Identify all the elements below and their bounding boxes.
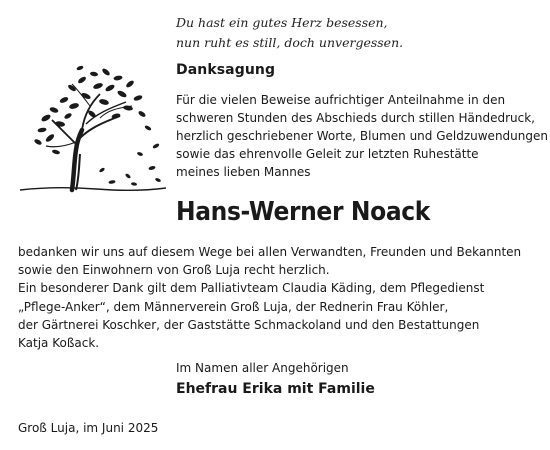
intro-line: schweren Stunden des Abschieds durch stillen Händedruck, — [176, 111, 535, 125]
body-line: der Gärtnerei Koschker, der Gaststätte Schmackoland und den Bestattungen — [18, 317, 480, 332]
thanks-paragraph — [18, 243, 521, 352]
intro-line: meines lieben Mannes — [176, 165, 311, 179]
family-signature: Ehefrau Erika mit Familie — [176, 381, 375, 397]
body-line: Ein besonderer Dank gilt dem Palliativteam Claudia Käding, dem Pflegedienst — [18, 281, 485, 296]
intro-line: Für die vielen Beweise aufrichtiger Anteilnahme in den — [176, 93, 506, 107]
on-behalf-line: Im Namen aller Angehörigen — [176, 361, 349, 375]
intro-line: herzlich geschriebener Worte, Blumen und Geldzuwendungen — [176, 129, 548, 143]
intro-paragraph — [176, 91, 548, 181]
place-and-date: Groß Luja, im Juni 2025 — [18, 421, 159, 435]
body-line: sowie den Einwohnern von Groß Luja recht herzlich. — [18, 263, 330, 278]
quote-line-2: nun ruht es still, doch unvergessen. — [176, 35, 404, 50]
body-line: bedanken wir uns auf diesem Wege bei allen Verwandten, Freunden und Bekannten — [18, 245, 522, 259]
quote-line-1: Du hast ein gutes Herz besessen, — [176, 15, 388, 30]
windswept-tree-icon — [16, 58, 166, 198]
deceased-name: Hans-Werner Noack — [176, 197, 430, 227]
heading-danksagung: Danksagung — [176, 62, 276, 78]
body-line: Katja Koßack. — [18, 336, 100, 351]
intro-line: sowie das ehrenvolle Geleit zur letzten Ruhestätte — [176, 147, 479, 161]
memorial-quote — [176, 13, 403, 53]
body-line: „Pflege-Anker“, dem Männerverein Groß Luja, der Rednerin Frau Köhler, — [18, 299, 449, 314]
